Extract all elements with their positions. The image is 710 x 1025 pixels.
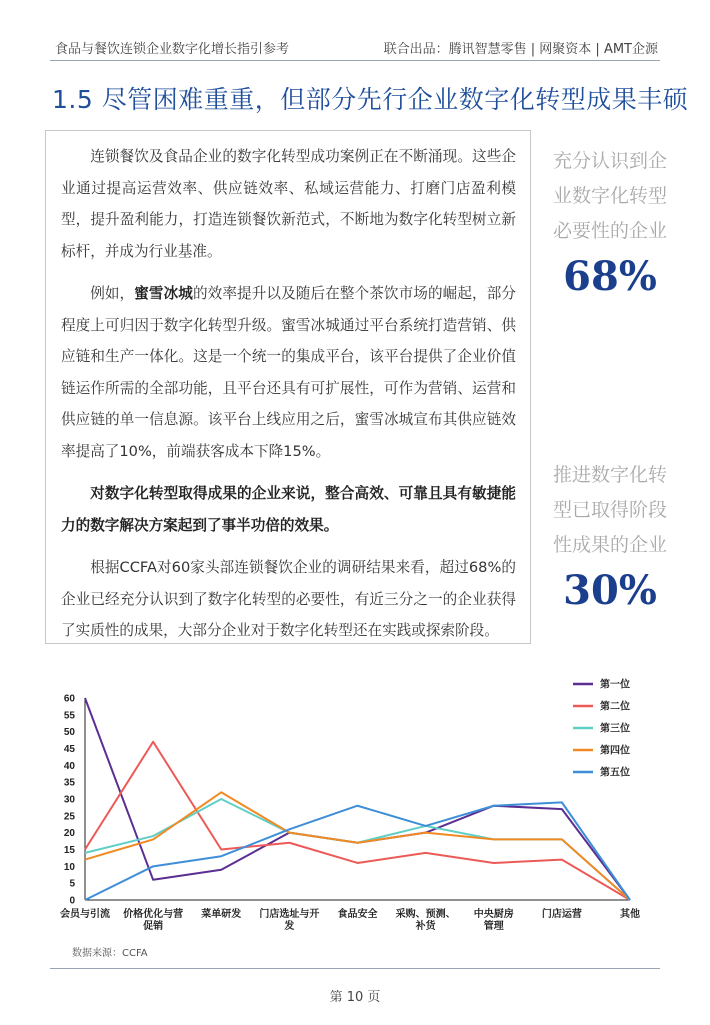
y-tick-label: 60: [63, 693, 75, 705]
y-tick-label: 20: [63, 828, 75, 840]
paragraph-1: 连锁餐饮及食品企业的数字化转型成功案例正在不断涌现。这些企业通过提高运营效率、供应链效率、私域运营能力、打磨门店盈利模型，提升盈利能力，打造连锁餐饮新范式，不断地为数字化转型树立新标杆，并成为行业基准。: [61, 148, 516, 260]
x-tick-label: 食品安全: [337, 909, 378, 920]
stat-awareness-label-2: 业数字化转型: [552, 185, 667, 207]
stat-results-label-3: 性成果的企业: [552, 534, 667, 556]
footer-divider: [50, 968, 660, 969]
series-line-3: [85, 799, 630, 900]
legend-label-3: 第三位: [600, 723, 630, 735]
stat-awareness-value: 68%: [563, 253, 657, 300]
y-tick-label: 30: [63, 794, 75, 806]
stat-results-label-2: 型已取得阶段: [552, 499, 667, 521]
y-tick-label: 45: [63, 744, 75, 755]
y-tick-label: 50: [63, 727, 75, 739]
legend-label-2: 第二位: [600, 701, 630, 713]
x-tick-label: 会员与引流: [60, 909, 110, 920]
header-publishers: 联合出品：腾讯智慧零售 | 网聚资本 | AMT企源: [383, 42, 658, 57]
x-tick-label: 门店运营: [541, 909, 582, 920]
y-tick-label: 5: [69, 878, 75, 890]
paragraph-4: 根据CCFA对60家头部连锁餐饮企业的调研结果来看，超过68%的企业已经充分认识到了数字化转型的必要性，有近三分之一的企业获得了实质性的成果，大部分企业对于数字化转型还在实践或探索阶段。: [61, 559, 516, 639]
body-text-box: [45, 130, 531, 644]
legend-label-4: 第四位: [600, 745, 630, 757]
series-line-1: [85, 698, 630, 900]
x-tick-label: 价格优化与营促销: [123, 909, 184, 932]
stat-results-value: 30%: [563, 567, 657, 614]
x-tick-label: 中央厨房管理: [473, 909, 514, 932]
y-tick-label: 35: [63, 777, 75, 789]
page-number: 第 10 页: [329, 990, 381, 1005]
header-divider: [50, 60, 660, 61]
y-tick-label: 25: [63, 811, 75, 823]
series-line-5: [85, 802, 630, 900]
section-title: 1.5 尽管困难重重，但部分先行企业数字化转型成果丰硕: [52, 85, 689, 114]
stat-results: [540, 458, 680, 614]
x-tick-label: 菜单研发: [201, 909, 242, 920]
y-tick-label: 40: [63, 760, 75, 772]
paragraph-2-post: 的效率提升以及随后在整个茶饮市场的崛起，部分程度上可归因于数字化转型升级。蜜雪冰城通过平台系统打造营销、供应链和生产一体化。这是一个统一的集成平台，该平台提供了企业价值链运作所需的全部功能，且平台还具有可扩展性，可作为营销、运营和供应链的单一信息源。该平台上线应用之后，蜜雪冰城宣布其供应链效率提高了10%，前端获客成本下降15%。: [61, 285, 516, 460]
paragraph-2-pre: 例如，: [90, 285, 135, 302]
header-doc-title: 食品与餐饮连锁企业数字化增长指引参考: [55, 42, 290, 57]
y-tick-label: 10: [63, 861, 75, 873]
x-tick-label: 门店选址与开发: [259, 909, 320, 932]
stat-awareness-label-1: 充分认识到企: [552, 150, 667, 172]
legend-label-1: 第一位: [600, 679, 630, 691]
stat-results-label-1: 推进数字化转: [552, 464, 667, 486]
y-tick-label: 55: [63, 710, 75, 722]
y-tick-label: 0: [69, 895, 75, 907]
data-source: 数据来源：CCFA: [72, 948, 148, 959]
line-chart: [45, 672, 665, 944]
paragraph-2: [61, 278, 516, 467]
legend-label-5: 第五位: [600, 767, 630, 779]
x-tick-label: 采购、预测、补货: [395, 909, 456, 932]
x-tick-label: 其他: [620, 909, 640, 920]
key-statement: 对数字化转型取得成果的企业来说，整合高效、可靠且具有敏捷能力的数字解决方案起到了事半功倍的效果。: [61, 485, 516, 534]
stat-awareness: [540, 144, 680, 300]
brand-name: 蜜雪冰城: [134, 285, 193, 302]
stat-awareness-label-3: 必要性的企业: [552, 220, 667, 242]
paragraph-3: [61, 478, 516, 541]
series-line-2: [85, 742, 630, 900]
y-tick-label: 15: [63, 845, 75, 856]
